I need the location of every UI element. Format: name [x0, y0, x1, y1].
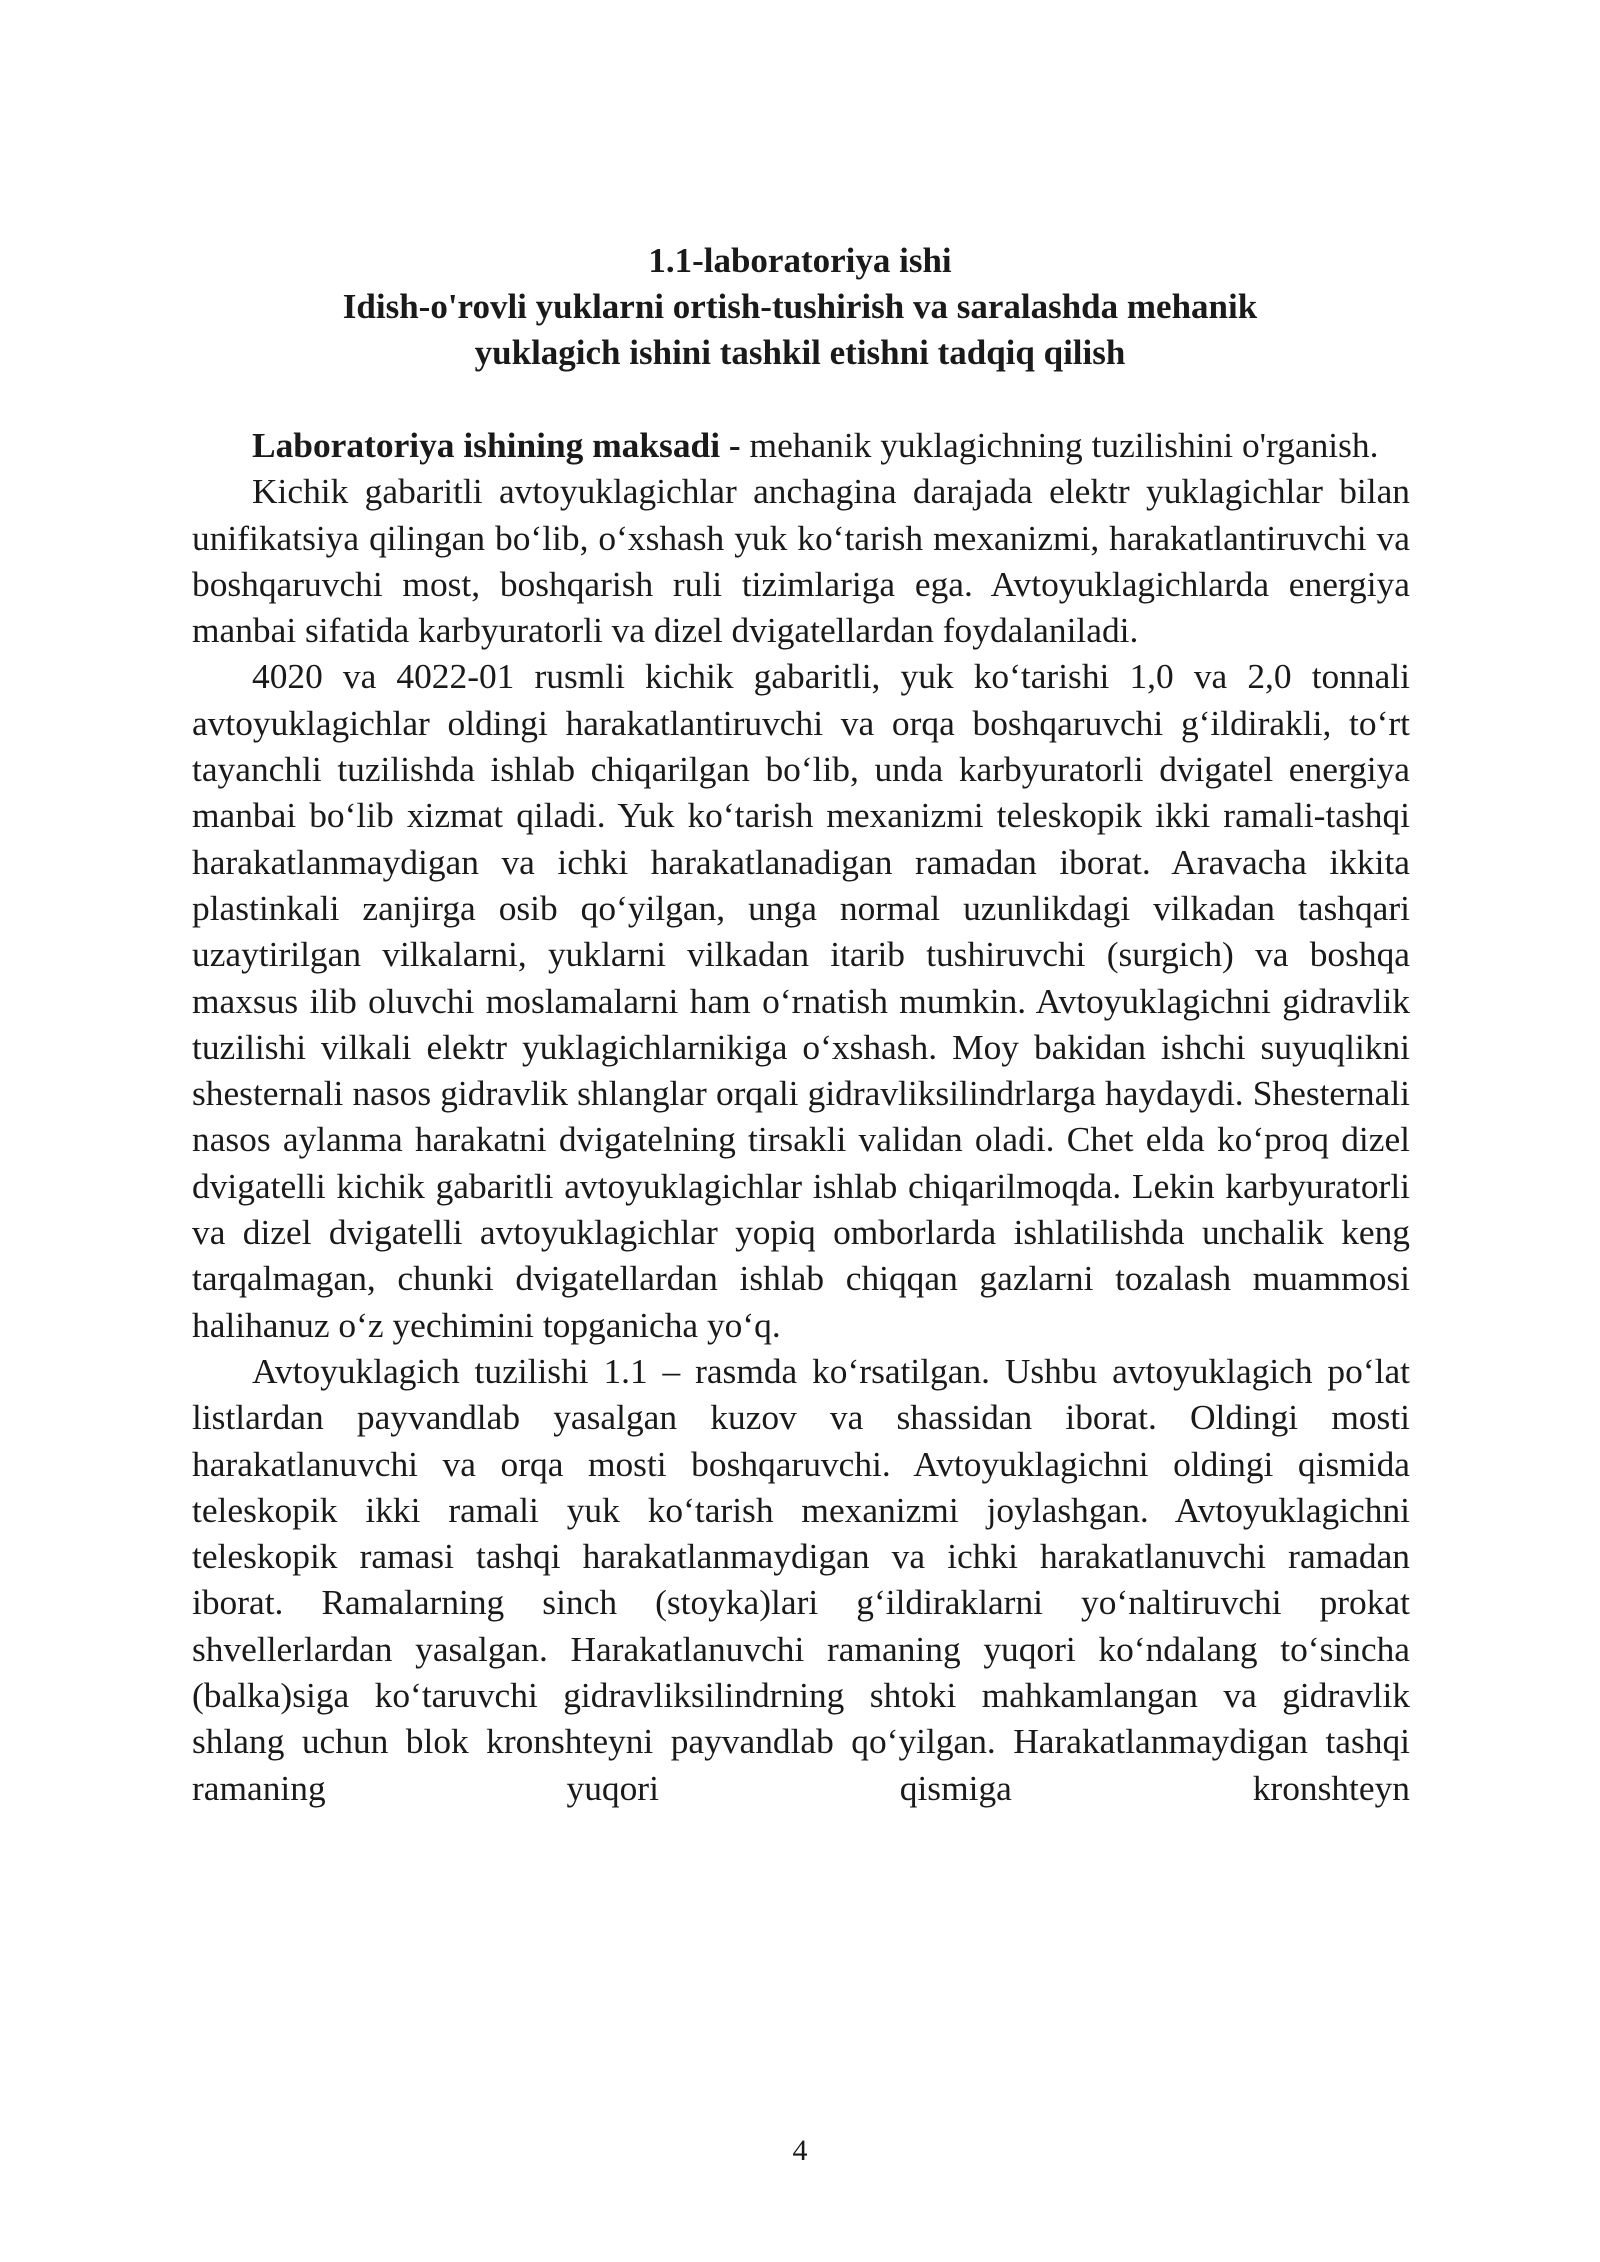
lab-subtitle-line-1: Idish-o'rovli yuklarni ortish-tushirish va saralashda mehanik	[342, 287, 1258, 326]
aim-text: mehanik yuklagichning tuzilishini o'rganish.	[740, 425, 1379, 465]
lab-heading	[190, 238, 1410, 376]
aim-paragraph	[192, 422, 1410, 468]
lab-title: 1.1-laboratoriya ishi	[648, 241, 952, 280]
paragraph-intro: Kichik gabaritli avtoyuklagichlar anchagina darajada elektr yuklagichlar bilan unifikatsiya qilingan bo‘lib, o‘xshash yuk ko‘tarish mexanizmi, harakatlantiruvchi va boshqaruvchi most, boshqarish ruli tizimlariga ega. Avtoyuklagichlarda energiya manbai sifatida karbyuratorli va dizel dvigatellardan foydalaniladi.	[192, 471, 1410, 651]
page-number: 4	[792, 2134, 808, 2167]
paragraph-models: 4020 va 4022-01 rusmli kichik gabaritli, yuk ko‘tarishi 1,0 va 2,0 tonnali avtoyuklagichlar oldingi harakatlantiruvchi va orqa boshqaruvchi g‘ildirakli, to‘rt tayanchli tuzilishda ishlab chiqarilgan bo‘lib, unda karbyuratorli dvigatel energiya manbai bo‘lib xizmat qiladi. Yuk ko‘tarish mexanizmi teleskopik ikki ramali-tashqi harakatlanmaydigan va ichki harakatlanadigan ramadan iborat. Aravacha ikkita plastinkali zanjirga osib qo‘yilgan, unga normal uzunlikdagi vilkadan tashqari uzaytirilgan vilkalarni, yuklarni vilkadan itarib tushiruvchi (surgich) va boshqa maxsus ilib oluvchi moslamalarni ham o‘rnatish mumkin. Avtoyuklagichni gidravlik tuzilishi vilkali elektr yuklagichlarnikiga o‘xshash. Moy bakidan ishchi suyuqlikni shesternali nasos gidravlik shlanglar orqali gidravliksilindrlarga haydaydi. Shesternali nasos aylanma harakatni dvigatelning tirsakli validan oladi. Chet elda ko‘proq dizel dvigatelli kichik gabaritli avtoyuklagichlar ishlab chiqarilmoqda. Lekin karbyuratorli va dizel dvigatelli avtoyuklagichlar yopiq omborlarda ishlatilishda unchalik keng tarqalmagan, chunki dvigatellardan ishlab chiqqan gazlarni tozalash muammosi halihanuz o‘z yechimini topganicha yo‘q.	[192, 656, 1410, 1345]
lab-subtitle-line-2: yuklagich ishini tashkil etishni tadqiq qilish	[474, 333, 1126, 372]
body-text	[192, 422, 1410, 1811]
paragraph-structure: Avtoyuklagich tuzilishi 1.1 – rasmda ko‘rsatilgan. Ushbu avtoyuklagich po‘lat listlardan payvandlab yasalgan kuzov va shassidan iborat. Oldingi mosti harakatlanuvchi va orqa mosti boshqaruvchi. Avtoyuklagichni oldingi qismida teleskopik ikki ramali yuk ko‘tarish mexanizmi joylashgan. Avtoyuklagichni teleskopik ramasi tashqi harakatlanmaydigan va ichki harakatlanuvchi ramadan iborat. Ramalarning sinch (stoyka)lari g‘ildiraklarni yo‘naltiruvchi prokat shvellerlardan yasalgan. Harakatlanuvchi ramaning yuqori ko‘ndalang to‘sincha (balka)siga ko‘taruvchi gidravliksilindrning shtoki mahkamlangan va gidravlik shlang uchun blok kronshteyni payvandlab qo‘yilgan. Harakatlanmaydigan tashqi ramaning yuqori qismiga kronshteyn	[192, 1350, 1410, 1808]
aim-label: Laboratoriya ishining maksadi -	[252, 425, 741, 465]
